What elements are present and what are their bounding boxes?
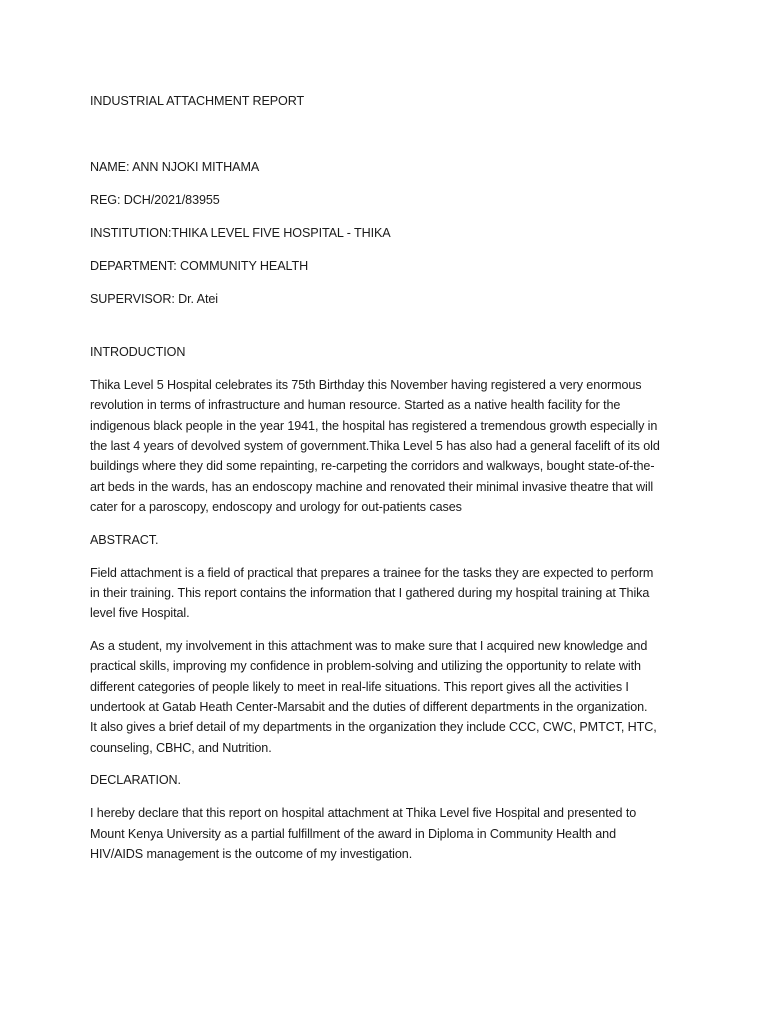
abstract-paragraph-1 [90, 563, 682, 624]
introduction-line: revolution in terms of infrastructure and human resource. Started as a native health facility for the [90, 398, 621, 413]
name-field: NAME: ANN NJOKI MITHAMA [90, 160, 260, 175]
introduction-heading: INTRODUCTION [90, 345, 186, 360]
introduction-paragraph [90, 375, 682, 517]
abstract-line: It also gives a brief detail of my departments in the organization they include CCC, CWC, PMTCT, HTC, [90, 720, 657, 735]
abstract-line: Field attachment is a field of practical that prepares a trainee for the tasks they are expected to perform [90, 565, 654, 580]
department-field: DEPARTMENT: COMMUNITY HEALTH [90, 258, 309, 273]
report-title: INDUSTRIAL ATTACHMENT REPORT [90, 94, 305, 108]
abstract-line: in their training. This report contains the information that I gathered during my hospital training at Thika [90, 585, 650, 600]
declaration-paragraph [90, 803, 682, 864]
introduction-line: cater for a paroscopy, endoscopy and urology for out-patients cases [90, 499, 462, 514]
abstract-heading: ABSTRACT. [90, 532, 159, 547]
declaration-line: I hereby declare that this report on hospital attachment at Thika Level five Hospital and presented to [90, 806, 637, 821]
abstract-paragraph-2 [90, 636, 682, 758]
reg-field: REG: DCH/2021/83955 [90, 193, 220, 208]
abstract-line: As a student, my involvement in this attachment was to make sure that I acquired new knowledge and [90, 639, 648, 654]
abstract-line: undertook at Gatab Heath Center-Marsabit and the duties of different departments in the organization. [90, 699, 648, 714]
introduction-line: indigenous black people in the year 1941, the hospital has registered a tremendous growth especially in [90, 418, 658, 433]
abstract-line: counseling, CBHC, and Nutrition. [90, 740, 272, 755]
supervisor-field: SUPERVISOR: Dr. Atei [90, 291, 218, 306]
introduction-line: buildings where they did some repainting, re-carpeting the corridors and walkways, bought state-of-the- [90, 459, 655, 474]
institution-field: INSTITUTION:THIKA LEVEL FIVE HOSPITAL - THIKA [90, 226, 391, 241]
introduction-line: Thika Level 5 Hospital celebrates its 75th Birthday this November having registered a very enormous [90, 378, 642, 393]
abstract-line: different categories of people likely to meet in real-life situations. This report gives all the activities I [90, 679, 629, 694]
declaration-heading: DECLARATION. [90, 773, 181, 788]
declaration-line: Mount Kenya University as a partial fulfillment of the award in Diploma in Community Health and [90, 826, 616, 841]
document-body [90, 91, 682, 877]
declaration-line: HIV/AIDS management is the outcome of my investigation. [90, 846, 413, 861]
abstract-line: practical skills, improving my confidence in problem-solving and utilizing the opportunity to relate with [90, 659, 641, 674]
abstract-line: level five Hospital. [90, 606, 190, 621]
introduction-line: art beds in the wards, has an endoscopy machine and renovated their minimal invasive theatre that will [90, 479, 654, 494]
introduction-line: the last 4 years of devolved system of government.Thika Level 5 has also had a general facelift of its old [90, 438, 660, 453]
